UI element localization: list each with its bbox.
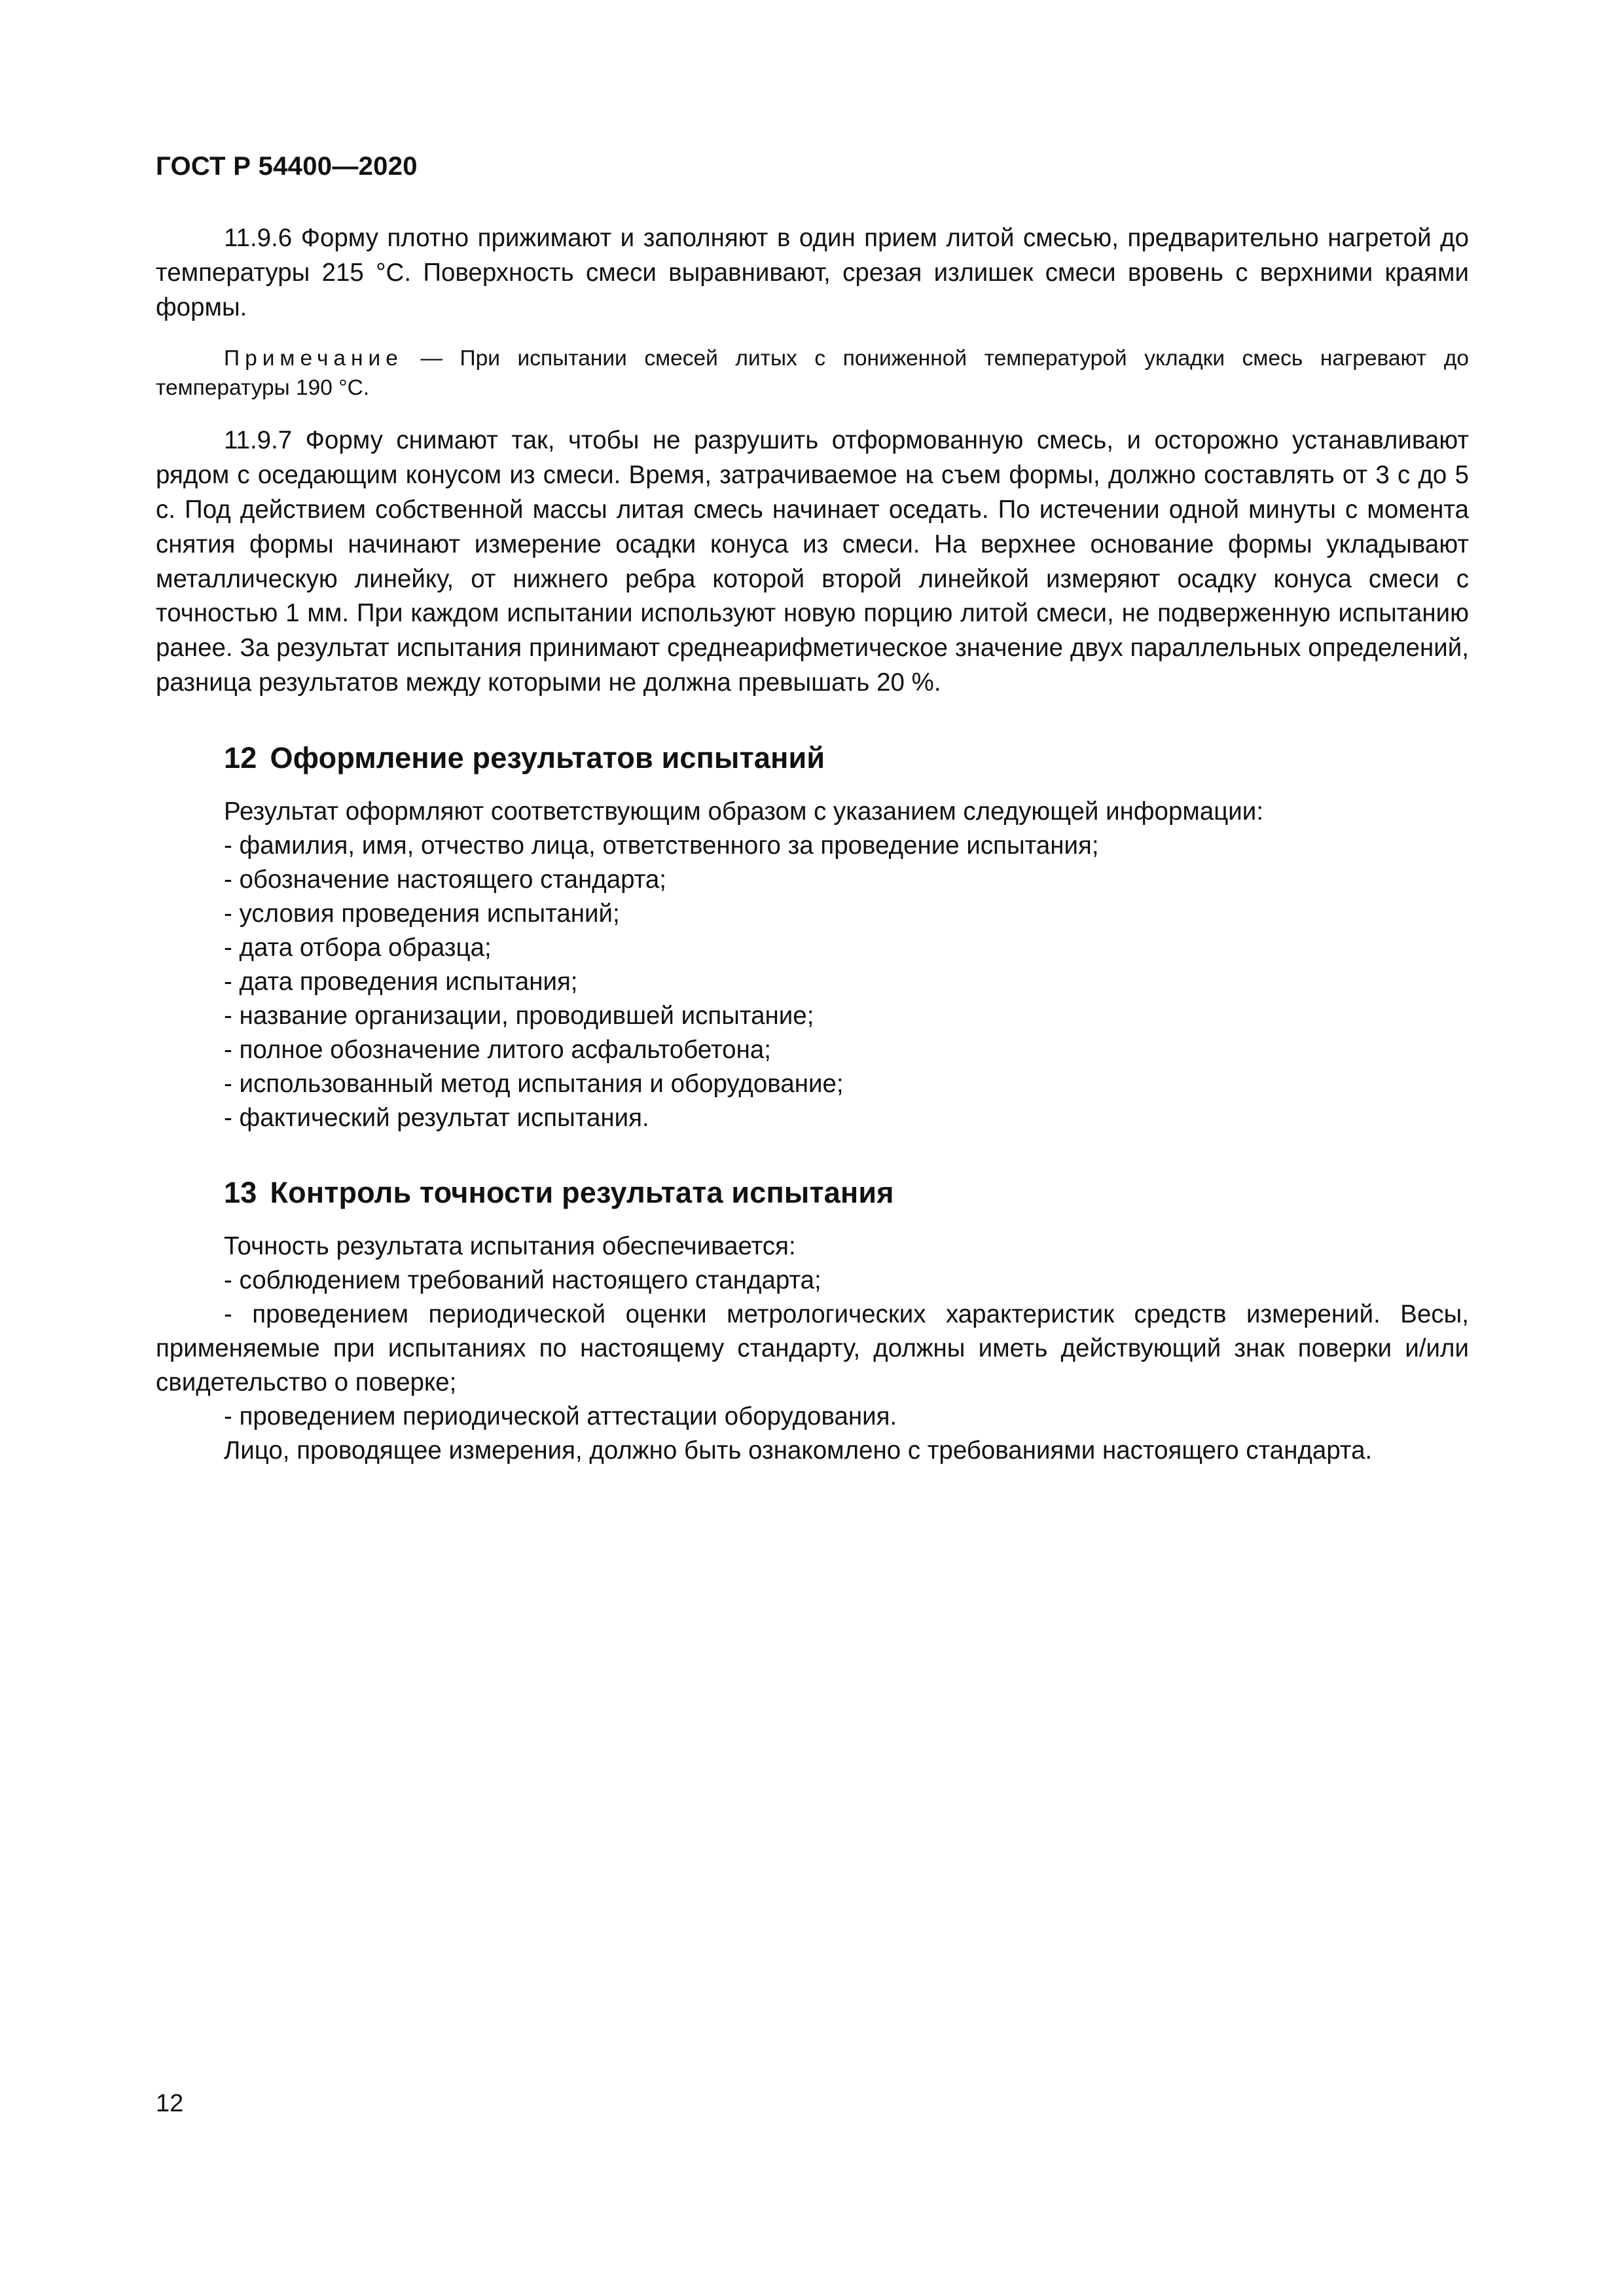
list-item: - использованный метод испытания и оборудование; <box>224 1069 844 1098</box>
section-13-intro: Точность результата испытания обеспечивается: <box>224 1231 796 1260</box>
list-item: - условия проведения испытаний; <box>224 899 620 928</box>
list-item: - проведением периодической аттестации оборудования. <box>224 1402 897 1430</box>
section-12-list <box>156 829 1469 1135</box>
clause-11-9-6: 11.9.6 Форму плотно прижимают и заполняют в один прием литой смесью, предварительно нагретой до температуры 215 °С. Поверхность смеси выравнивают, срезая излишек смеси вровень с верхними краями формы. <box>156 224 1469 321</box>
section-12-intro: Результат оформляют соответствующим образом с указанием следующей информации: <box>224 797 1264 826</box>
page-content <box>156 221 1469 1468</box>
list-item: - обозначение настоящего стандарта; <box>224 865 667 894</box>
note-label: Примечание <box>224 346 403 371</box>
list-item: - полное обозначение литого асфальтобетона; <box>224 1035 771 1064</box>
note <box>156 344 1469 403</box>
section-12-title: Оформление результатов испытаний <box>270 740 825 774</box>
list-item: - соблюдением требований настоящего стандарта; <box>224 1266 821 1294</box>
section-13-number: 13 <box>224 1175 257 1209</box>
section-12-heading <box>224 741 1469 775</box>
section-13-heading <box>224 1176 1469 1210</box>
section-12-number: 12 <box>224 740 257 774</box>
section-13-closing: Лицо, проводящее измерения, должно быть ознакомлено с требованиями настоящего стандарта. <box>224 1436 1373 1465</box>
list-item: - название организации, проводившей испытание; <box>224 1001 814 1030</box>
note-text: — При испытании смесей литых с пониженной температурой укладки смесь нагревают до температуры 190 °С. <box>156 346 1469 400</box>
section-13-title: Контроль точности результата испытания <box>270 1175 894 1209</box>
page-number: 12 <box>156 2090 184 2117</box>
list-item: - фамилия, имя, отчество лица, ответственного за проведение испытания; <box>224 831 1099 860</box>
list-item: - проведением периодической оценки метрологических характеристик средств измерений. Весы, применяемые при испытаниях по настоящему стандарту, должны иметь действующий знак поверки и/или свидетельство о поверке; <box>156 1300 1469 1396</box>
list-item: - дата проведения испытания; <box>224 967 578 996</box>
list-item: - дата отбора образца; <box>224 933 492 962</box>
list-item: - фактический результат испытания. <box>224 1103 649 1132</box>
clause-11-9-7: 11.9.7 Форму снимают так, чтобы не разрушить отформованную смесь, и осторожно устанавливают рядом с оседающим конусом из смеси. Время, затрачиваемое на съем формы, должно составлять от 3 с до 5 с. Под действием собственной массы литая смесь начинает оседать. По истечении одной минуты с момента снятия формы начинают измерение осадки конуса из смеси. На верхнее основание формы укладывают металлическую линейку, от нижнего ребра которой второй линейкой измеряют осадку конуса смеси с точностью 1 мм. При каждом испытании используют новую порцию литой смеси, не подверженную испытанию ранее. За результат испытания принимают среднеарифметическое значение двух параллельных определений, разница результатов между которыми не должна превышать 20 %. <box>156 426 1469 697</box>
document-header: ГОСТ Р 54400—2020 <box>156 152 418 181</box>
